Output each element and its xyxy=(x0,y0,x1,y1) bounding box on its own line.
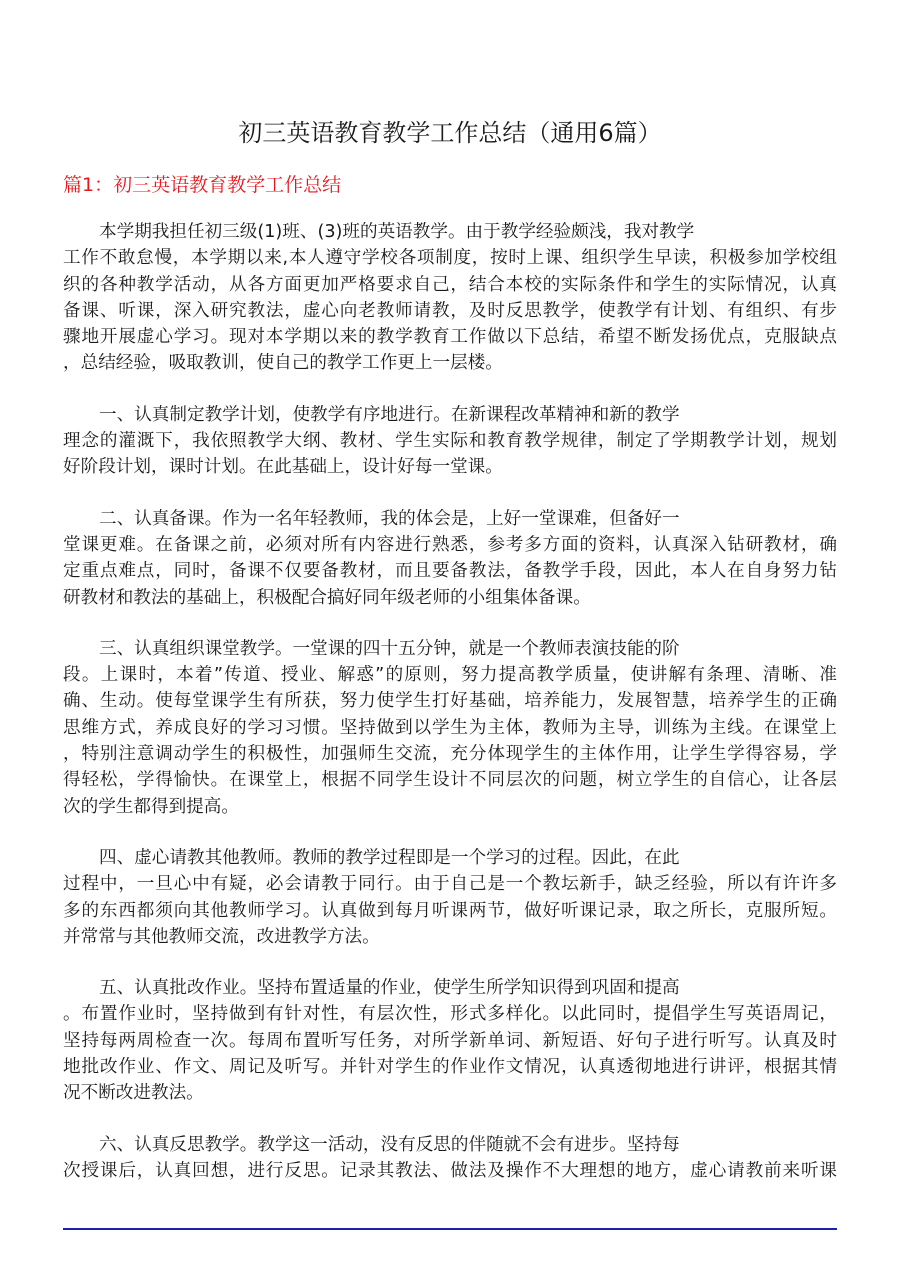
document-title: 初三英语教育教学工作总结（通用6篇） xyxy=(238,119,662,147)
paragraph-line: 一、认真制定教学计划，使教学有序地进行。在新课程改革精神和新的教学 xyxy=(99,404,680,425)
paragraph-line: 本学期我担任初三级(1)班、(3)班的英语教学。由于教学经验颇浅，我对教学 xyxy=(99,222,695,242)
paragraph-line: 三、认真组织课堂教学。一堂课的四十五分钟，就是一个教师表演技能的阶 xyxy=(99,638,680,659)
paragraph-line: 段。上课时，本着”传道、授业、解惑”的原则，努力提高教学质量，使讲解有条理、清晰、准 xyxy=(63,665,837,686)
paragraph xyxy=(63,975,837,1106)
paragraph-line: 思维方式，养成良好的学习习惯。坚持做到以学生为主体，教师为主导，训练为主线。在课堂上 xyxy=(63,717,837,738)
paragraph xyxy=(63,845,837,950)
paragraph-line: 。布置作业时，坚持做到有针对性，有层次性，形式多样化。以此同时，提倡学生写英语周记， xyxy=(63,1004,837,1025)
paragraph-line: 确、生动。使每堂课学生有所获，努力使学生打好基础，培养能力，发展智慧，培养学生的正确 xyxy=(63,691,837,712)
paragraph-line: 理念的灌溉下，我依照教学大纲、教材、学生实际和教育教学规律，制定了学期教学计划，规划 xyxy=(63,431,837,452)
paragraph xyxy=(63,1132,837,1185)
paragraph-line: 地批改作业、作文、周记及听写。并针对学生的作业作文情况，认真透彻地进行讲评，根据其情 xyxy=(63,1057,837,1078)
section-heading: 篇1：初三英语教育教学工作总结 xyxy=(63,174,342,196)
paragraph-line: 过程中，一旦心中有疑，必会请教于同行。由于自己是一个教坛新手，缺乏经验，所以有许许多 xyxy=(63,874,837,895)
paragraph-line: 研教材和教法的基础上，积极配合搞好同年级老师的小组集体备课。 xyxy=(63,587,591,608)
paragraph-line: 好阶段计划，课时计划。在此基础上，设计好每一堂课。 xyxy=(63,457,503,478)
paragraph xyxy=(63,219,837,377)
paragraph-line: 四、虚心请教其他教师。教师的教学过程即是一个学习的过程。因此，在此 xyxy=(99,847,680,868)
paragraph-line: 六、认真反思教学。教学这一活动，没有反思的伴随就不会有进步。坚持每 xyxy=(99,1134,680,1155)
paragraph-line: 堂课更难。在备课之前，必须对所有内容进行熟悉，参考多方面的资料，认真深入钻研教材，确 xyxy=(63,534,837,555)
paragraph-line: 次的学生都得到提高。 xyxy=(63,796,239,817)
paragraph-line: 织的各种教学活动，从各方面更加严格要求自己，结合本校的实际条件和学生的实际情况，认真 xyxy=(63,274,837,295)
paragraph-line: 次授课后，认真回想，进行反思。记录其教法、做法及操作不大理想的地方，虚心请教前来听课 xyxy=(63,1160,837,1181)
paragraph-line: 骤地开展虚心学习。现对本学期以来的教学教育工作做以下总结，希望不断发扬优点，克服缺点 xyxy=(63,327,837,348)
paragraph-line: 况不断改进教法。 xyxy=(63,1083,204,1104)
paragraph-line: 定重点难点，同时，备课不仅要备教材，而且要备教法，备教学手段，因此，本人在自身努力钻 xyxy=(63,561,837,582)
paragraph-line: ，特别注意调动学生的积极性，加强师生交流，充分体现学生的主体作用，让学生学得容易，学 xyxy=(63,744,837,765)
document-body xyxy=(63,219,837,1209)
paragraph-line: 工作不敢怠慢，本学期以来,本人遵守学校各项制度，按时上课、组织学生早读，积极参加学校组 xyxy=(63,248,837,269)
paragraph-line: 坚持每两周检查一次。每周布置听写任务，对所学新单词、新短语、好句子进行听写。认真及时 xyxy=(63,1030,837,1051)
paragraph-line: ，总结经验，吸取教训，使自己的教学工作更上一层楼。 xyxy=(63,353,503,374)
paragraph xyxy=(63,402,837,481)
paragraph-line: 五、认真批改作业。坚持布置适量的作业，使学生所学知识得到巩固和提高 xyxy=(99,978,680,999)
paragraph-line: 二、认真备课。作为一名年轻教师，我的体会是，上好一堂课难，但备好一 xyxy=(99,508,680,529)
paragraph-line: 并常常与其他教师交流，改进教学方法。 xyxy=(63,926,380,947)
paragraph-line: 得轻松，学得愉快。在课堂上，根据不同学生设计不同层次的问题，树立学生的自信心，让各层 xyxy=(63,770,837,791)
footer-divider xyxy=(63,1228,837,1230)
paragraph-line: 备课、听课，深入研究教法，虚心向老教师请教，及时反思教学，使教学有计划、有组织、有步 xyxy=(63,300,837,321)
paragraph xyxy=(63,636,837,820)
paragraph xyxy=(63,506,837,611)
paragraph-line: 多的东西都须向其他教师学习。认真做到每月听课两节，做好听课记录，取之所长，克服所短。 xyxy=(63,900,837,921)
